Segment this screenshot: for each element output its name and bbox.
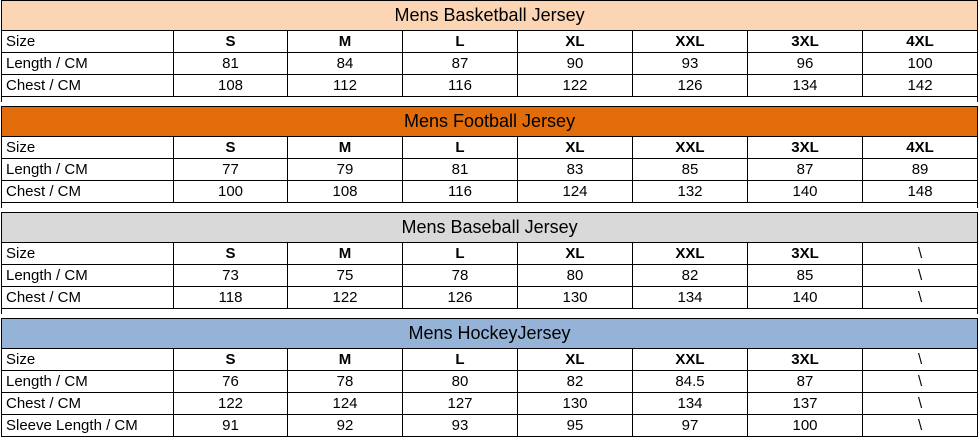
- measurement-cell: 93: [403, 415, 518, 437]
- measurement-cell: 78: [403, 265, 518, 287]
- row-label: Chest / CM: [2, 181, 174, 203]
- measurement-cell: 122: [174, 393, 288, 415]
- measurement-cell: 148: [863, 181, 978, 203]
- measurement-cell: 84.5: [633, 371, 748, 393]
- measurement-cell: 82: [633, 265, 748, 287]
- measurement-cell: 134: [748, 75, 863, 97]
- row-label: Size: [2, 137, 174, 159]
- size-header-cell: XL: [518, 31, 633, 53]
- measurement-cell: 134: [633, 393, 748, 415]
- measurement-cell: 127: [403, 393, 518, 415]
- size-header-cell: M: [288, 349, 403, 371]
- size-header-cell: XL: [518, 243, 633, 265]
- measurement-cell: 122: [518, 75, 633, 97]
- size-header-cell: L: [403, 137, 518, 159]
- measurement-cell: 92: [288, 415, 403, 437]
- measurement-row: [2, 371, 978, 393]
- measurement-cell: \: [863, 287, 978, 309]
- section-title-row: [2, 1, 978, 31]
- measurement-cell: 116: [403, 181, 518, 203]
- measurement-cell: 87: [748, 159, 863, 181]
- size-header-cell: S: [174, 243, 288, 265]
- size-header-cell: \: [863, 349, 978, 371]
- measurement-cell: 75: [288, 265, 403, 287]
- size-header-cell: L: [403, 243, 518, 265]
- size-header-cell: 4XL: [863, 137, 978, 159]
- section-title-row: [2, 107, 978, 137]
- size-header-cell: L: [403, 349, 518, 371]
- measurement-row: [2, 159, 978, 181]
- size-header-cell: 3XL: [748, 243, 863, 265]
- size-header-cell: XXL: [633, 137, 748, 159]
- measurement-cell: 81: [403, 159, 518, 181]
- measurement-cell: 82: [518, 371, 633, 393]
- measurement-cell: 78: [288, 371, 403, 393]
- measurement-cell: 77: [174, 159, 288, 181]
- size-header-cell: 3XL: [748, 31, 863, 53]
- measurement-cell: 80: [403, 371, 518, 393]
- size-header-cell: S: [174, 349, 288, 371]
- measurement-cell: \: [863, 371, 978, 393]
- measurement-cell: 137: [748, 393, 863, 415]
- measurement-cell: 90: [518, 53, 633, 75]
- measurement-cell: 140: [748, 287, 863, 309]
- section-title-row: [2, 319, 978, 349]
- size-header-row: [2, 137, 978, 159]
- measurement-cell: 100: [174, 181, 288, 203]
- measurement-cell: 89: [863, 159, 978, 181]
- section-title: Mens HockeyJersey: [2, 319, 978, 349]
- row-label: Chest / CM: [2, 393, 174, 415]
- section-title: Mens Basketball Jersey: [2, 1, 978, 31]
- row-label: Length / CM: [2, 265, 174, 287]
- measurement-cell: 81: [174, 53, 288, 75]
- measurement-cell: 100: [748, 415, 863, 437]
- size-header-cell: XL: [518, 137, 633, 159]
- measurement-row: [2, 265, 978, 287]
- size-header-cell: XXL: [633, 349, 748, 371]
- measurement-row: [2, 393, 978, 415]
- measurement-cell: 79: [288, 159, 403, 181]
- row-label: Size: [2, 243, 174, 265]
- measurement-cell: 91: [174, 415, 288, 437]
- section-title: Mens Football Jersey: [2, 107, 978, 137]
- measurement-cell: 95: [518, 415, 633, 437]
- measurement-cell: 124: [288, 393, 403, 415]
- measurement-cell: 108: [174, 75, 288, 97]
- measurement-cell: 116: [403, 75, 518, 97]
- basketball-size-table: [1, 0, 978, 97]
- measurement-cell: 76: [174, 371, 288, 393]
- row-label: Size: [2, 349, 174, 371]
- hockey-size-table: [1, 318, 978, 437]
- row-label: Chest / CM: [2, 75, 174, 97]
- measurement-cell: 85: [633, 159, 748, 181]
- row-label: Length / CM: [2, 371, 174, 393]
- size-header-cell: XXL: [633, 31, 748, 53]
- measurement-cell: 132: [633, 181, 748, 203]
- size-header-cell: S: [174, 31, 288, 53]
- size-header-row: [2, 31, 978, 53]
- size-header-cell: S: [174, 137, 288, 159]
- measurement-cell: 118: [174, 287, 288, 309]
- football-size-table: [1, 106, 978, 203]
- measurement-cell: 87: [748, 371, 863, 393]
- measurement-cell: 83: [518, 159, 633, 181]
- size-header-cell: 3XL: [748, 349, 863, 371]
- row-label: Chest / CM: [2, 287, 174, 309]
- measurement-cell: 112: [288, 75, 403, 97]
- measurement-cell: 124: [518, 181, 633, 203]
- measurement-cell: \: [863, 265, 978, 287]
- measurement-cell: 126: [403, 287, 518, 309]
- size-header-cell: XL: [518, 349, 633, 371]
- size-header-cell: \: [863, 243, 978, 265]
- measurement-cell: 140: [748, 181, 863, 203]
- row-label: Sleeve Length / CM: [2, 415, 174, 437]
- size-header-cell: M: [288, 243, 403, 265]
- measurement-cell: 73: [174, 265, 288, 287]
- measurement-cell: 97: [633, 415, 748, 437]
- size-header-cell: XXL: [633, 243, 748, 265]
- size-header-cell: 3XL: [748, 137, 863, 159]
- measurement-cell: 96: [748, 53, 863, 75]
- measurement-cell: 142: [863, 75, 978, 97]
- measurement-cell: 108: [288, 181, 403, 203]
- measurement-cell: 93: [633, 53, 748, 75]
- row-label: Size: [2, 31, 174, 53]
- section-spacer: [1, 94, 978, 102]
- size-header-cell: M: [288, 31, 403, 53]
- measurement-cell: 85: [748, 265, 863, 287]
- size-header-row: [2, 243, 978, 265]
- row-label: Length / CM: [2, 53, 174, 75]
- measurement-cell: 80: [518, 265, 633, 287]
- measurement-cell: 130: [518, 393, 633, 415]
- measurement-cell: 134: [633, 287, 748, 309]
- size-header-cell: M: [288, 137, 403, 159]
- measurement-cell: 126: [633, 75, 748, 97]
- section-title-row: [2, 213, 978, 243]
- measurement-row: [2, 415, 978, 437]
- measurement-cell: 130: [518, 287, 633, 309]
- measurement-cell: 87: [403, 53, 518, 75]
- measurement-cell: 100: [863, 53, 978, 75]
- row-label: Length / CM: [2, 159, 174, 181]
- section-spacer: [1, 306, 978, 314]
- measurement-row: [2, 53, 978, 75]
- measurement-cell: \: [863, 415, 978, 437]
- size-header-cell: L: [403, 31, 518, 53]
- section-spacer: [1, 200, 978, 208]
- baseball-size-table: [1, 212, 978, 309]
- size-header-row: [2, 349, 978, 371]
- measurement-cell: 122: [288, 287, 403, 309]
- measurement-cell: \: [863, 393, 978, 415]
- section-title: Mens Baseball Jersey: [2, 213, 978, 243]
- measurement-cell: 84: [288, 53, 403, 75]
- size-header-cell: 4XL: [863, 31, 978, 53]
